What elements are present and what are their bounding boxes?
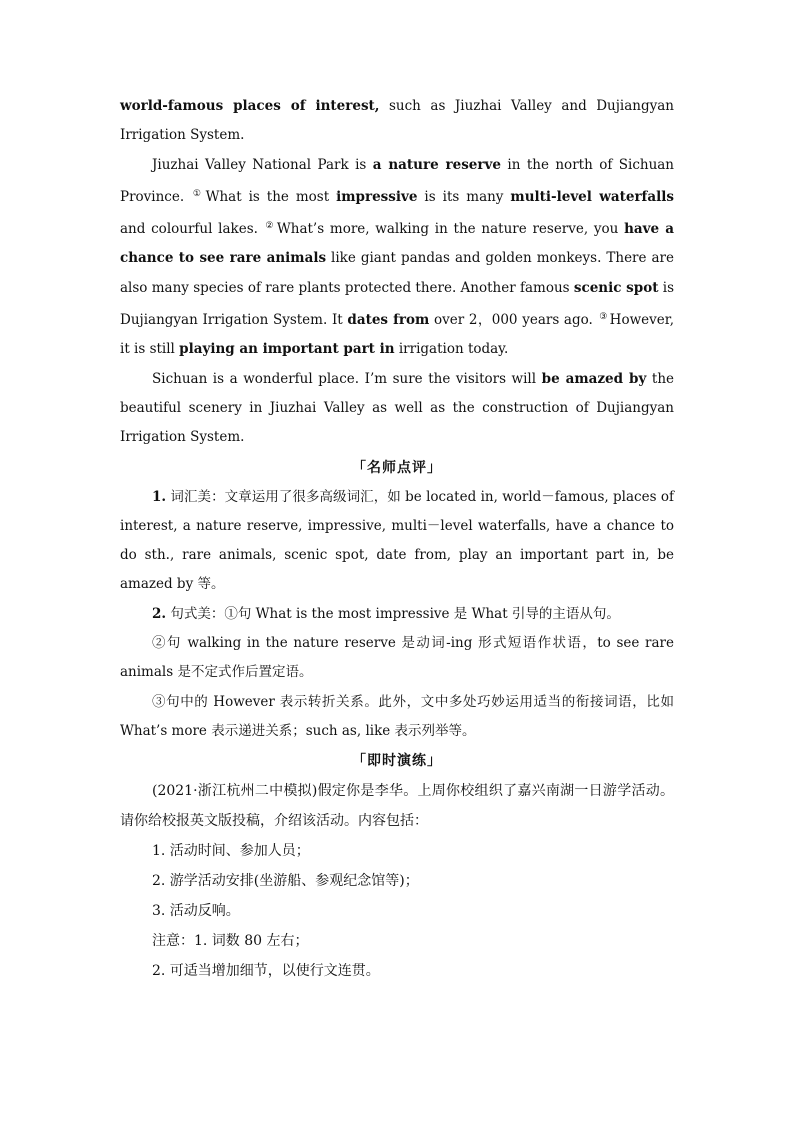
essay-paragraph — [120, 365, 674, 453]
bold-phrase: dates from — [347, 312, 430, 329]
practice-item: 2. 游学活动安排(坐游船、参观纪念馆等)； — [152, 873, 419, 890]
comment-item-sentence-2: ②句 walking in the nature reserve 是动词-ing 形式短语作状语，to see rare animals 是不定式作后置定语。 — [120, 635, 674, 681]
text-run: over 2，000 years ago. — [429, 312, 593, 329]
section-heading-practice — [120, 746, 674, 776]
text-run: in the north of Sichuan Province. — [120, 156, 675, 205]
comment-item-vocabulary — [120, 483, 674, 600]
text-run: irrigation today. — [394, 341, 509, 358]
bold-phrase: world-famous places of interest, — [120, 98, 380, 114]
comment-item-sentence-3: ③句中的 However 表示转折关系。此外，文中多处巧妙运用适当的衔接词语，比如 What’s more 表示递进关系；such as, like 表示列举等。 — [120, 693, 674, 739]
bold-phrase: scenic spot — [573, 279, 659, 296]
section-heading-teacher-comment — [120, 453, 674, 483]
circled-marker: ① — [190, 188, 204, 199]
comment-text: 句式美：①句 What is the most impressive 是 What 引导的主语从句。 — [166, 605, 620, 622]
comment-item-sentence — [120, 600, 674, 629]
circled-marker: ③ — [598, 312, 608, 323]
bold-phrase: playing an important part in — [179, 341, 395, 358]
bold-phrase: impressive — [336, 188, 418, 205]
text-run: Jiuzhai Valley National Park is — [152, 156, 373, 173]
bold-phrase: be amazed by — [541, 370, 647, 387]
comment-text: 词汇美：文章运用了很多高级词汇，如 be located in, world－famous, places of interest, a nature reserve, impressive, multi－level waterfalls, have a chance to do sth., rare animals, scenic spot, date from, play an important part in, be amazed by 等。 — [120, 488, 674, 593]
text-run: However, it is still — [120, 312, 674, 358]
text-run: What’s more, walking in the nature reserve, you — [276, 221, 625, 238]
essay-paragraph — [120, 151, 674, 365]
section-title: 「即时演练」 — [352, 753, 442, 770]
bold-phrase: a nature reserve — [372, 156, 501, 173]
item-number: 1. — [152, 488, 167, 505]
practice-note: 2. 可适当增加细节，以使行文连贯。 — [152, 963, 380, 980]
bold-phrase: multi-level waterfalls — [510, 188, 674, 205]
text-run: What is the most — [205, 188, 337, 205]
text-run: like giant pandas and golden monkeys. There are also many species of rare plants protected there. Another famous — [120, 250, 674, 296]
document-page — [120, 92, 674, 986]
practice-note: 注意：1. 词数 80 左右； — [152, 933, 309, 950]
section-title: 「名师点评」 — [352, 459, 442, 476]
essay-paragraph — [120, 92, 674, 151]
text-run: such as Jiuzhai Valley and Dujiangyan Irrigation System. — [120, 98, 674, 144]
practice-prompt: (2021·浙江杭州二中模拟)假定你是李华。上周你校组织了嘉兴南湖一日游学活动。请你给校报英文版投稿，介绍该活动。内容包括： — [120, 783, 674, 830]
text-run: is its many — [417, 188, 511, 205]
practice-item: 3. 活动反响。 — [152, 903, 240, 920]
bold-phrase: have a chance to see rare animals — [120, 221, 675, 267]
circled-marker: ② — [263, 221, 275, 232]
text-run: the beautiful scenery in Jiuzhai Valley as well as the construction of Dujiangyan Irrigation System. — [120, 370, 675, 446]
item-number: 2. — [152, 605, 167, 622]
text-run: and colourful lakes. — [120, 221, 258, 238]
practice-item: 1. 活动时间、参加人员； — [152, 843, 310, 860]
text-run: is Dujiangyan Irrigation System. It — [120, 279, 674, 329]
text-run: Sichuan is a wonderful place. I’m sure the visitors will — [152, 370, 542, 387]
